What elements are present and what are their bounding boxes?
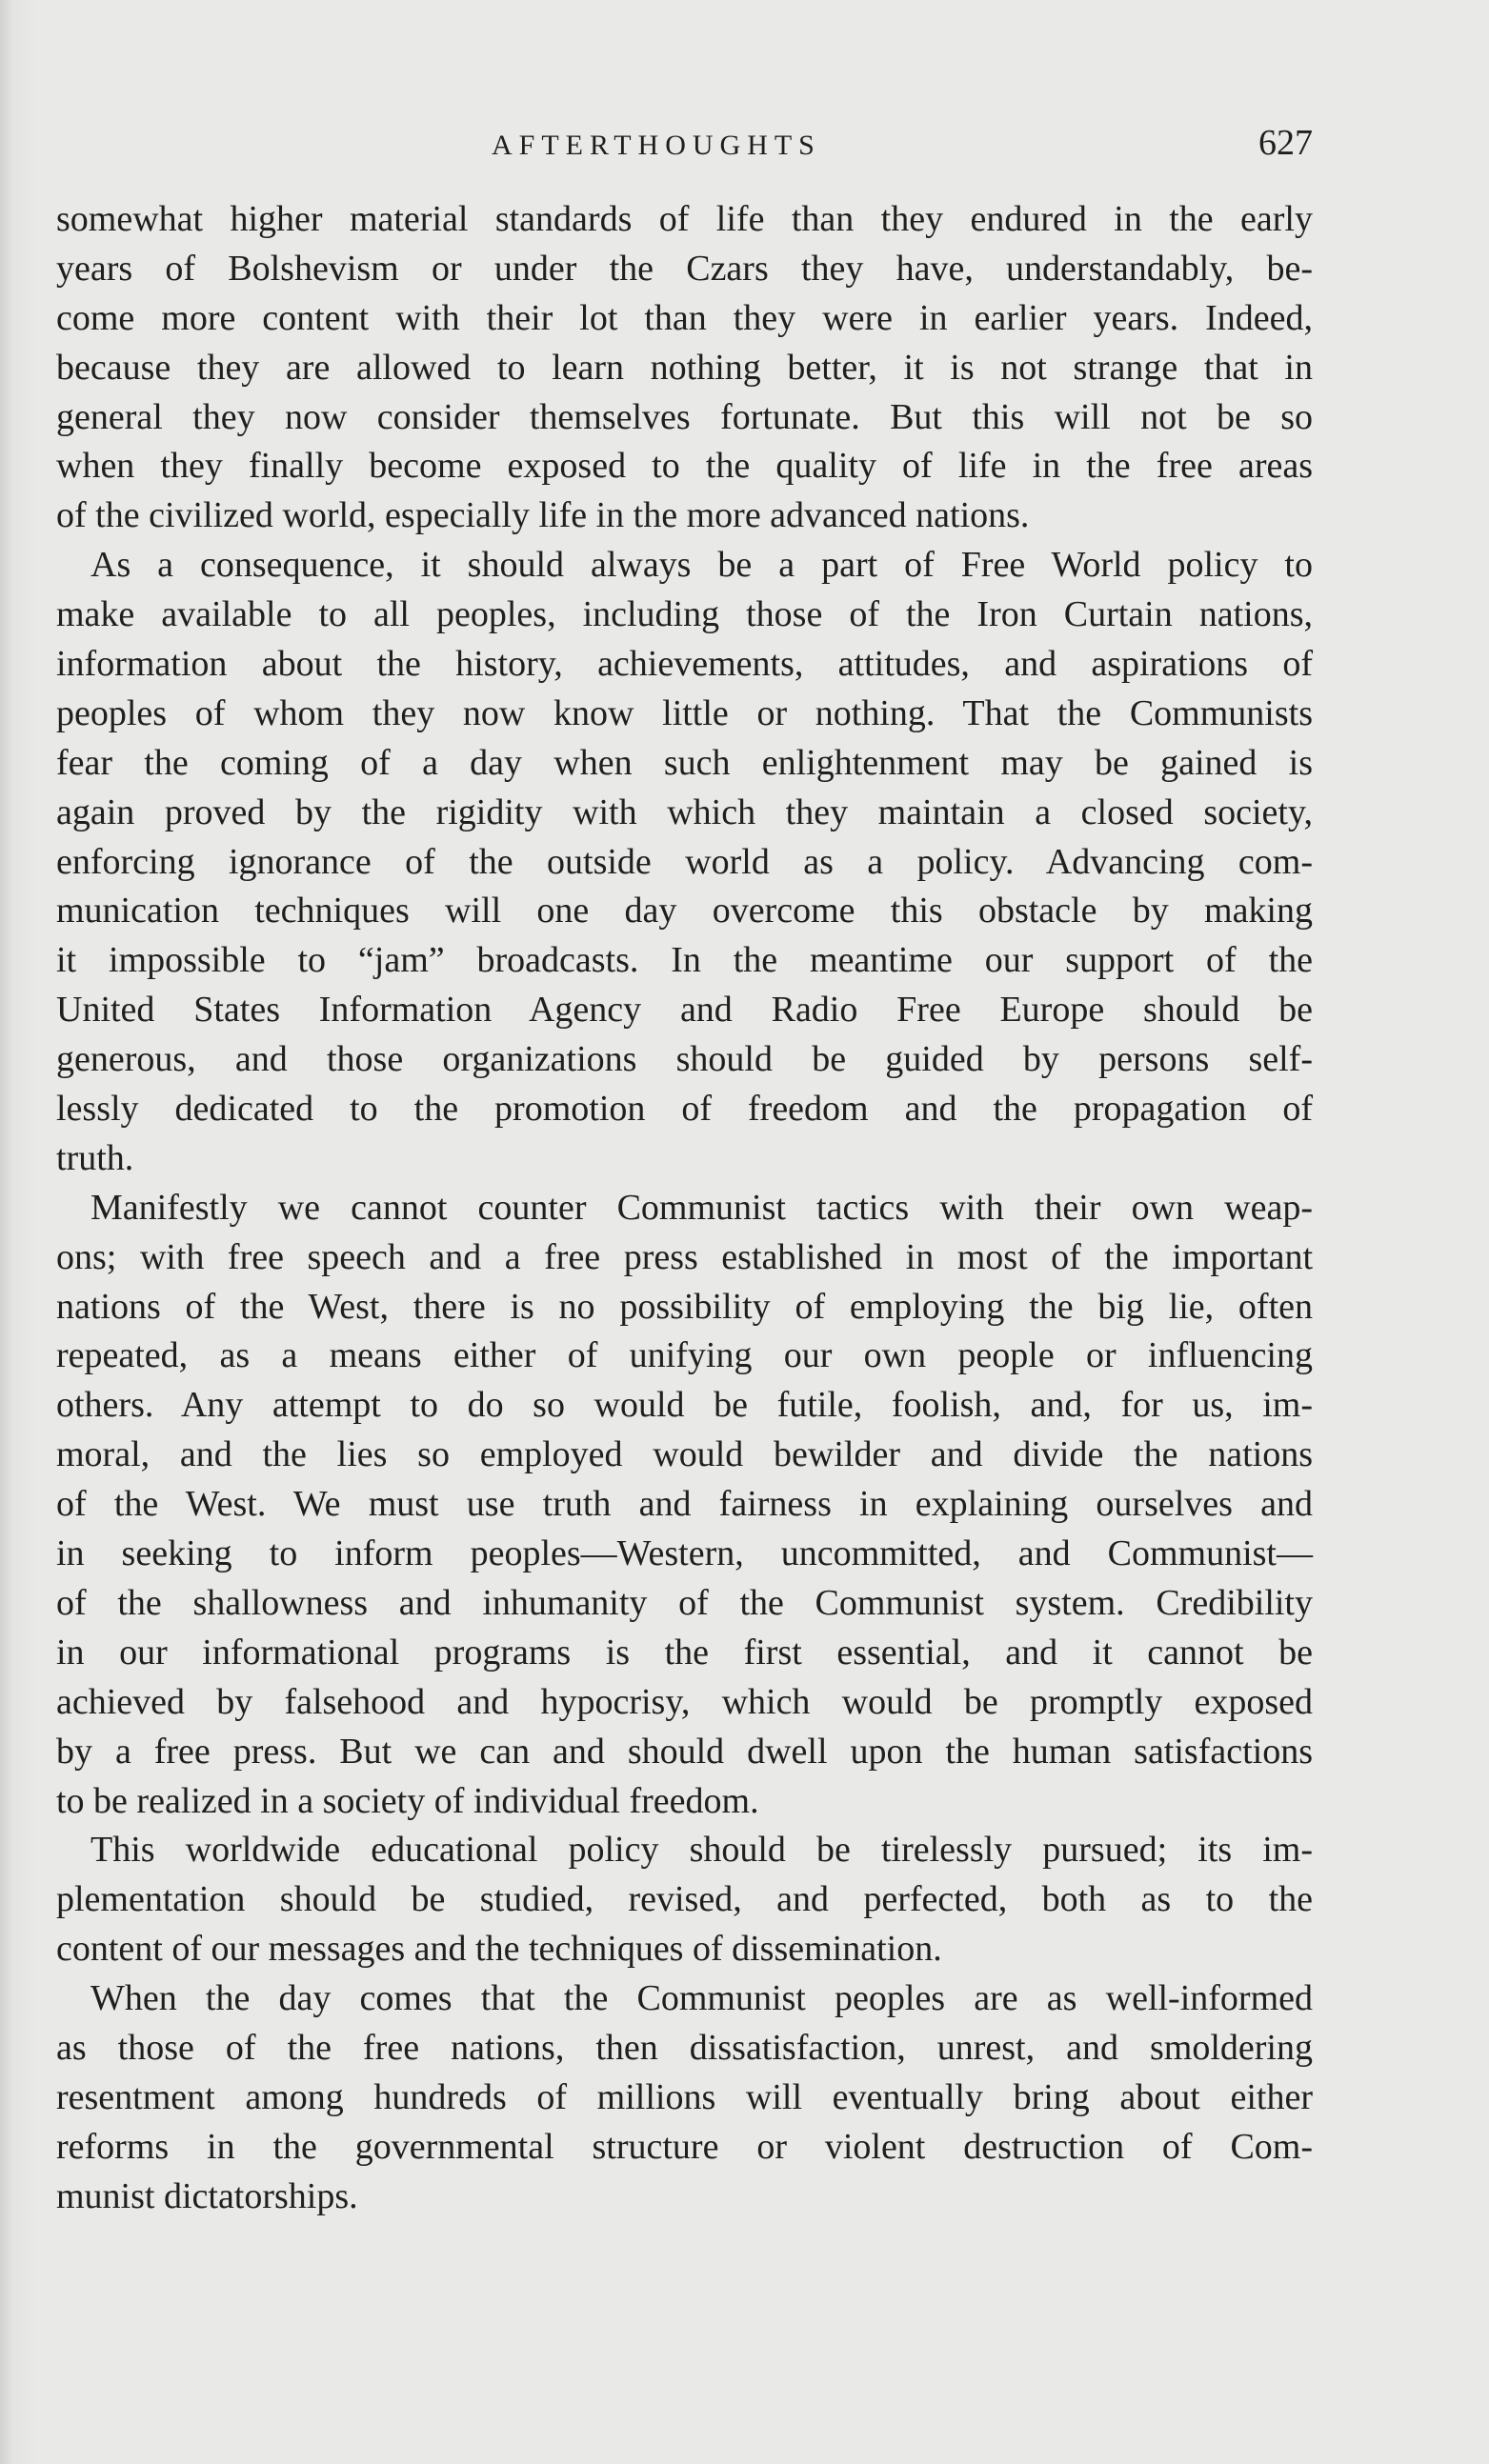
text-line: of the shallowness and inhumanity of the Communist system. Credibility <box>56 1582 1313 1623</box>
text-line: general they now consider themselves fortunate. But this will not be so <box>56 396 1313 437</box>
text-line: content of our messages and the techniques of dissemination. <box>56 1929 942 1970</box>
text-line: moral, and the lies so employed would bewilder and divide the nations <box>56 1434 1313 1475</box>
text-line: years of Bolshevism or under the Czars they have, understandably, be- <box>56 248 1313 289</box>
text-line: munist dictatorships. <box>56 2175 358 2216</box>
text-line: of the civilized world, especially life in the more advanced nations. <box>56 495 1030 536</box>
text-line: it impossible to “jam” broadcasts. In the meantime our support of the <box>56 940 1313 981</box>
text-line: when they finally become exposed to the quality of life in the free areas <box>56 446 1313 487</box>
text-line: as those of the free nations, then dissatisfaction, unrest, and smoldering <box>56 2027 1313 2068</box>
text-line: fear the coming of a day when such enlightenment may be gained is <box>56 742 1313 783</box>
text-line: generous, and those organizations should be guided by persons self- <box>56 1039 1313 1080</box>
text-line: plementation should be studied, revised, and perfected, both as to the <box>56 1879 1313 1920</box>
text-line: of the West. We must use truth and fairness in explaining ourselves and <box>56 1484 1313 1525</box>
text-line: Manifestly we cannot counter Communist tactics with their own weap- <box>91 1187 1313 1228</box>
text-line: others. Any attempt to do so would be futile, foolish, and, for us, im- <box>56 1385 1313 1426</box>
text-line: make available to all peoples, including those of the Iron Curtain nations, <box>56 594 1313 635</box>
running-title: AFTERTHOUGHTS <box>492 130 821 161</box>
text-line: peoples of whom they now know little or nothing. That the Communists <box>56 692 1313 733</box>
page-number: 627 <box>1258 123 1313 163</box>
text-line: nations of the West, there is no possibility of employing the big lie, often <box>56 1286 1313 1327</box>
text-line: in our informational programs is the first essential, and it cannot be <box>56 1632 1313 1673</box>
text-line: by a free press. But we can and should dwell upon the human satisfactions <box>56 1731 1313 1772</box>
text-line: somewhat higher material standards of life than they endured in the early <box>56 199 1313 239</box>
text-line: because they are allowed to learn nothing better, it is not strange that in <box>56 347 1313 388</box>
text-line: munication techniques will one day overcome this obstacle by making <box>56 891 1313 932</box>
paragraph <box>56 1826 1313 1974</box>
text-line: This worldwide educational policy should be tirelessly pursued; its im- <box>91 1830 1313 1871</box>
paragraph <box>56 195 1313 541</box>
text-line: lessly dedicated to the promotion of freedom and the propagation of <box>56 1089 1313 1130</box>
page-header <box>0 122 1489 170</box>
text-line: again proved by the rigidity with which they maintain a closed society, <box>56 791 1313 832</box>
paragraph <box>56 1184 1313 1827</box>
text-line: in seeking to inform peoples—Western, uncommitted, and Communist— <box>56 1533 1313 1574</box>
text-line: When the day comes that the Communist peoples are as well-informed <box>91 1978 1313 2019</box>
body-text <box>56 195 1313 2222</box>
text-line: come more content with their lot than they were in earlier years. Indeed, <box>56 297 1313 338</box>
text-line: ons; with free speech and a free press established in most of the important <box>56 1236 1313 1277</box>
text-line: truth. <box>56 1137 134 1178</box>
text-line: resentment among hundreds of millions will eventually bring about either <box>56 2076 1313 2117</box>
text-line: repeated, as a means either of unifying our own people or influencing <box>56 1335 1313 1376</box>
text-line: information about the history, achievements, attitudes, and aspirations of <box>56 644 1313 685</box>
text-line: to be realized in a society of individual freedom. <box>56 1780 759 1821</box>
text-line: As a consequence, it should always be a part of Free World policy to <box>91 545 1313 586</box>
text-line: reforms in the governmental structure or violent destruction of Com- <box>56 2126 1313 2167</box>
text-line: United States Information Agency and Radio Free Europe should be <box>56 990 1313 1031</box>
text-line: achieved by falsehood and hypocrisy, which would be promptly exposed <box>56 1681 1313 1722</box>
paragraph <box>56 1974 1313 2221</box>
text-line: enforcing ignorance of the outside world as a policy. Advancing com- <box>56 841 1313 882</box>
paragraph <box>56 541 1313 1184</box>
